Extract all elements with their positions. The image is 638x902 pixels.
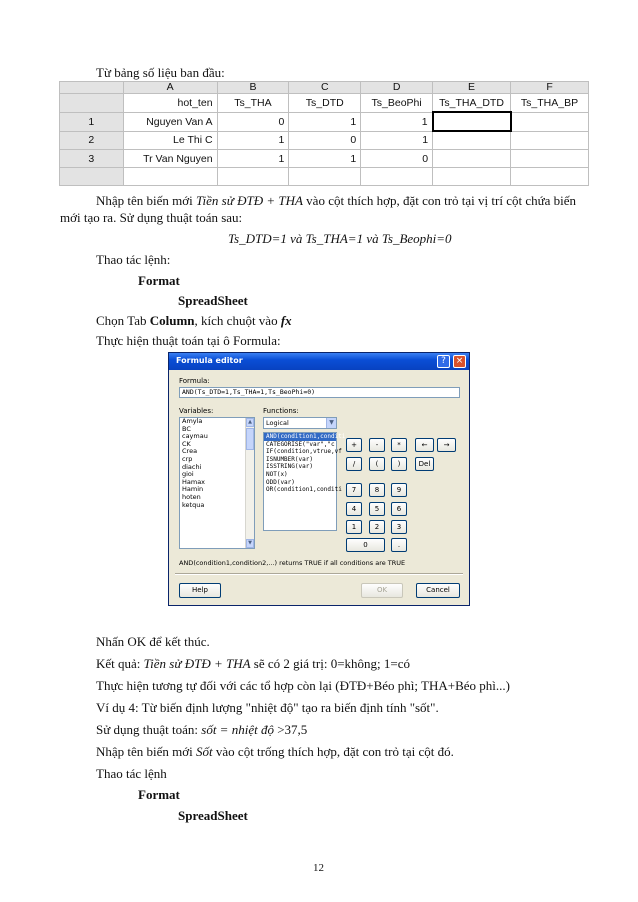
list-item[interactable]: OR(condition1,conditi — [266, 486, 342, 494]
help-icon[interactable]: ? — [437, 355, 450, 368]
digit-6-button[interactable]: 6 — [391, 502, 407, 516]
data-cell[interactable]: Tr Van Nguyen — [123, 150, 217, 168]
thao-tac-label-2: Thao tác lệnh — [96, 766, 167, 781]
tuong-tu-text: Thực hiện tương tự đối với các tổ hợp còn lại (ĐTĐ+Béo phì; THA+Béo phì...) — [96, 678, 510, 693]
list-item[interactable]: CK — [182, 439, 191, 448]
spreadsheet-table — [59, 81, 589, 186]
digit-8-button[interactable]: 8 — [369, 483, 385, 497]
row-number-cell[interactable]: 3 — [60, 150, 124, 168]
table-row — [60, 131, 589, 150]
arrow-left-button[interactable]: ← — [415, 438, 434, 452]
list-item[interactable]: AND(condition1,conditi — [266, 433, 346, 440]
data-cell[interactable]: 1 — [217, 131, 289, 150]
digit-1-button[interactable]: 1 — [346, 520, 362, 534]
list-item[interactable]: Crea — [182, 447, 198, 456]
data-cell[interactable]: 1 — [289, 112, 361, 131]
formula-input[interactable]: AND(Ts_DTD=1,Ts_THA=1,Ts_BeoPhi=0) — [179, 387, 460, 398]
ket-qua-text: Kết quả: Tiền sử ĐTĐ + THA sẽ có 2 giá trị: 0=không; 1=có — [96, 656, 410, 671]
row-number-cell — [60, 94, 124, 113]
data-cell[interactable] — [361, 168, 433, 186]
variable-name-row — [60, 94, 589, 113]
open-paren-button[interactable]: ( — [369, 457, 385, 471]
nhan-ok-text: Nhấn OK để kết thúc. — [96, 634, 210, 649]
paragraph-new-variable: Nhập tên biến mới Tiền sử ĐTĐ + THA vào cột thích hợp, đặt con trỏ tại vị trí cột chứa biến — [96, 193, 577, 208]
chon-tab-text: Chọn Tab Column, kích chuột vào fx — [96, 313, 292, 328]
formula-line: Ts_DTD=1 và Ts_THA=1 và Ts_Beophi=0 — [228, 231, 452, 246]
scroll-up-icon[interactable]: ▲ — [246, 418, 254, 427]
page-number: 12 — [313, 862, 324, 874]
nhap-sot-text: Nhập tên biến mới Sốt vào cột trống thích hợp, đặt con trỏ tại cột đó. — [96, 744, 454, 759]
column-letter[interactable]: D — [361, 82, 433, 94]
digit-2-button[interactable]: 2 — [369, 520, 385, 534]
scroll-down-icon[interactable]: ▼ — [246, 539, 254, 548]
list-item[interactable]: Hamin — [182, 485, 204, 494]
list-item[interactable]: Hamax — [182, 477, 206, 486]
digit-9-button[interactable]: 9 — [391, 483, 407, 497]
digit-7-button[interactable]: 7 — [346, 483, 362, 497]
data-cell[interactable] — [433, 168, 511, 186]
list-item[interactable]: ODD(var) — [266, 478, 295, 486]
functions-label: Functions: — [263, 407, 299, 415]
row-number-cell[interactable]: 2 — [60, 131, 124, 150]
data-cell[interactable]: 1 — [361, 112, 433, 131]
data-cell[interactable]: 0 — [289, 131, 361, 150]
data-cell[interactable] — [123, 168, 217, 186]
column-letter-row — [60, 82, 589, 94]
data-cell[interactable] — [511, 131, 589, 150]
dialog-separator — [175, 573, 463, 575]
thao-tac-label: Thao tác lệnh: — [96, 252, 171, 267]
intro-text: Từ bảng số liệu ban đầu: — [96, 65, 225, 80]
menu-format-2: Format — [138, 787, 180, 802]
cancel-button[interactable]: Cancel — [416, 583, 460, 598]
data-cell[interactable]: 1 — [361, 131, 433, 150]
row-number-cell — [60, 168, 124, 186]
data-cell[interactable]: 0 — [217, 112, 289, 131]
list-item[interactable]: CATEGORISE("var","c — [266, 440, 335, 448]
chevron-down-icon[interactable]: ▼ — [326, 418, 336, 428]
header-cell[interactable]: Ts_THA_DTD — [433, 94, 511, 113]
list-item[interactable]: NOT(x) — [266, 470, 288, 478]
data-cell[interactable]: Nguyen Van A — [123, 112, 217, 131]
selected-cell[interactable] — [433, 112, 511, 131]
ok-button[interactable]: OK — [361, 583, 403, 598]
data-cell[interactable] — [289, 168, 361, 186]
table-row — [60, 168, 589, 186]
su-dung-text: Sử dụng thuật toán: sốt = nhiệt độ >37,5 — [96, 722, 308, 737]
list-item[interactable]: diachi — [182, 462, 202, 471]
list-item[interactable]: IF(condition,vtrue,vf — [266, 448, 342, 456]
minus-button[interactable]: - — [369, 438, 385, 452]
functions-list[interactable] — [263, 432, 346, 531]
list-item[interactable]: ISSTRING(var) — [266, 463, 313, 471]
decimal-point-button[interactable]: . — [391, 538, 407, 552]
row-number-cell[interactable]: 1 — [60, 112, 124, 131]
divide-button[interactable]: / — [346, 457, 362, 471]
data-cell[interactable]: 0 — [361, 150, 433, 168]
table-row — [60, 150, 589, 168]
data-cell[interactable]: 1 — [217, 150, 289, 168]
variables-label: Variables: — [179, 407, 214, 415]
data-cell[interactable] — [433, 131, 511, 150]
data-cell[interactable] — [511, 150, 589, 168]
data-cell[interactable] — [217, 168, 289, 186]
header-cell[interactable]: Ts_THA — [217, 94, 289, 113]
list-item[interactable]: hoten — [182, 492, 201, 501]
header-cell[interactable]: Ts_THA_BP — [511, 94, 589, 113]
table-row — [60, 112, 589, 131]
delete-button[interactable]: Del — [415, 457, 434, 471]
header-cell[interactable]: hot_ten — [123, 94, 217, 113]
close-icon[interactable]: × — [453, 355, 466, 368]
dialog-title: Formula editor — [176, 356, 243, 365]
dialog-titlebar[interactable] — [169, 353, 469, 370]
data-cell[interactable]: 1 — [289, 150, 361, 168]
formula-label: Formula: — [179, 377, 210, 385]
header-cell[interactable]: Ts_BeoPhi — [361, 94, 433, 113]
list-item[interactable]: crp — [182, 454, 193, 463]
list-item[interactable]: gioi — [182, 470, 194, 479]
column-letter[interactable]: A — [123, 82, 217, 94]
corner-cell — [60, 82, 124, 94]
data-cell[interactable] — [511, 168, 589, 186]
list-item[interactable]: Amyla — [182, 417, 203, 425]
scroll-thumb[interactable] — [246, 428, 254, 450]
close-paren-button[interactable]: ) — [391, 457, 407, 471]
function-description: AND(condition1,condition2,...) returns TRUE if all conditions are TRUE — [179, 559, 406, 567]
help-button[interactable]: Help — [179, 583, 221, 598]
multiply-button[interactable]: * — [391, 438, 407, 452]
column-letter[interactable]: B — [217, 82, 289, 94]
digit-3-button[interactable]: 3 — [391, 520, 407, 534]
vi-du-text: Ví dụ 4: Từ biến định lượng "nhiệt độ" tạo ra biến định tính "sốt". — [96, 700, 439, 715]
functions-category-select[interactable]: Logical ▼ — [263, 417, 337, 429]
variables-list[interactable] — [179, 417, 255, 549]
menu-spreadsheet-2: SpreadSheet — [178, 808, 248, 823]
digit-4-button[interactable]: 4 — [346, 502, 362, 516]
column-letter[interactable]: F — [511, 82, 589, 94]
data-cell[interactable]: Le Thi C — [123, 131, 217, 150]
column-letter[interactable]: E — [433, 82, 511, 94]
list-item[interactable]: BC — [182, 424, 191, 433]
formula-editor-dialog — [168, 352, 470, 606]
menu-spreadsheet: SpreadSheet — [178, 293, 248, 308]
header-cell[interactable]: Ts_DTD — [289, 94, 361, 113]
digit-0-button[interactable]: 0 — [346, 538, 385, 552]
thuc-hien-text: Thực hiện thuật toán tại ô Formula: — [96, 333, 281, 348]
digit-5-button[interactable]: 5 — [369, 502, 385, 516]
list-item[interactable]: caymau — [182, 432, 208, 441]
column-letter[interactable]: C — [289, 82, 361, 94]
data-cell[interactable] — [433, 150, 511, 168]
arrow-right-button[interactable]: → — [437, 438, 456, 452]
list-item[interactable]: ketqua — [182, 500, 205, 509]
paragraph-new-variable-cont: mới tạo ra. Sử dụng thuật toán sau: — [60, 210, 243, 225]
variables-scrollbar[interactable] — [245, 418, 254, 548]
data-cell[interactable] — [511, 112, 589, 131]
plus-button[interactable]: + — [346, 438, 362, 452]
menu-format: Format — [138, 273, 180, 288]
list-item[interactable]: ISNUMBER(var) — [266, 455, 313, 463]
